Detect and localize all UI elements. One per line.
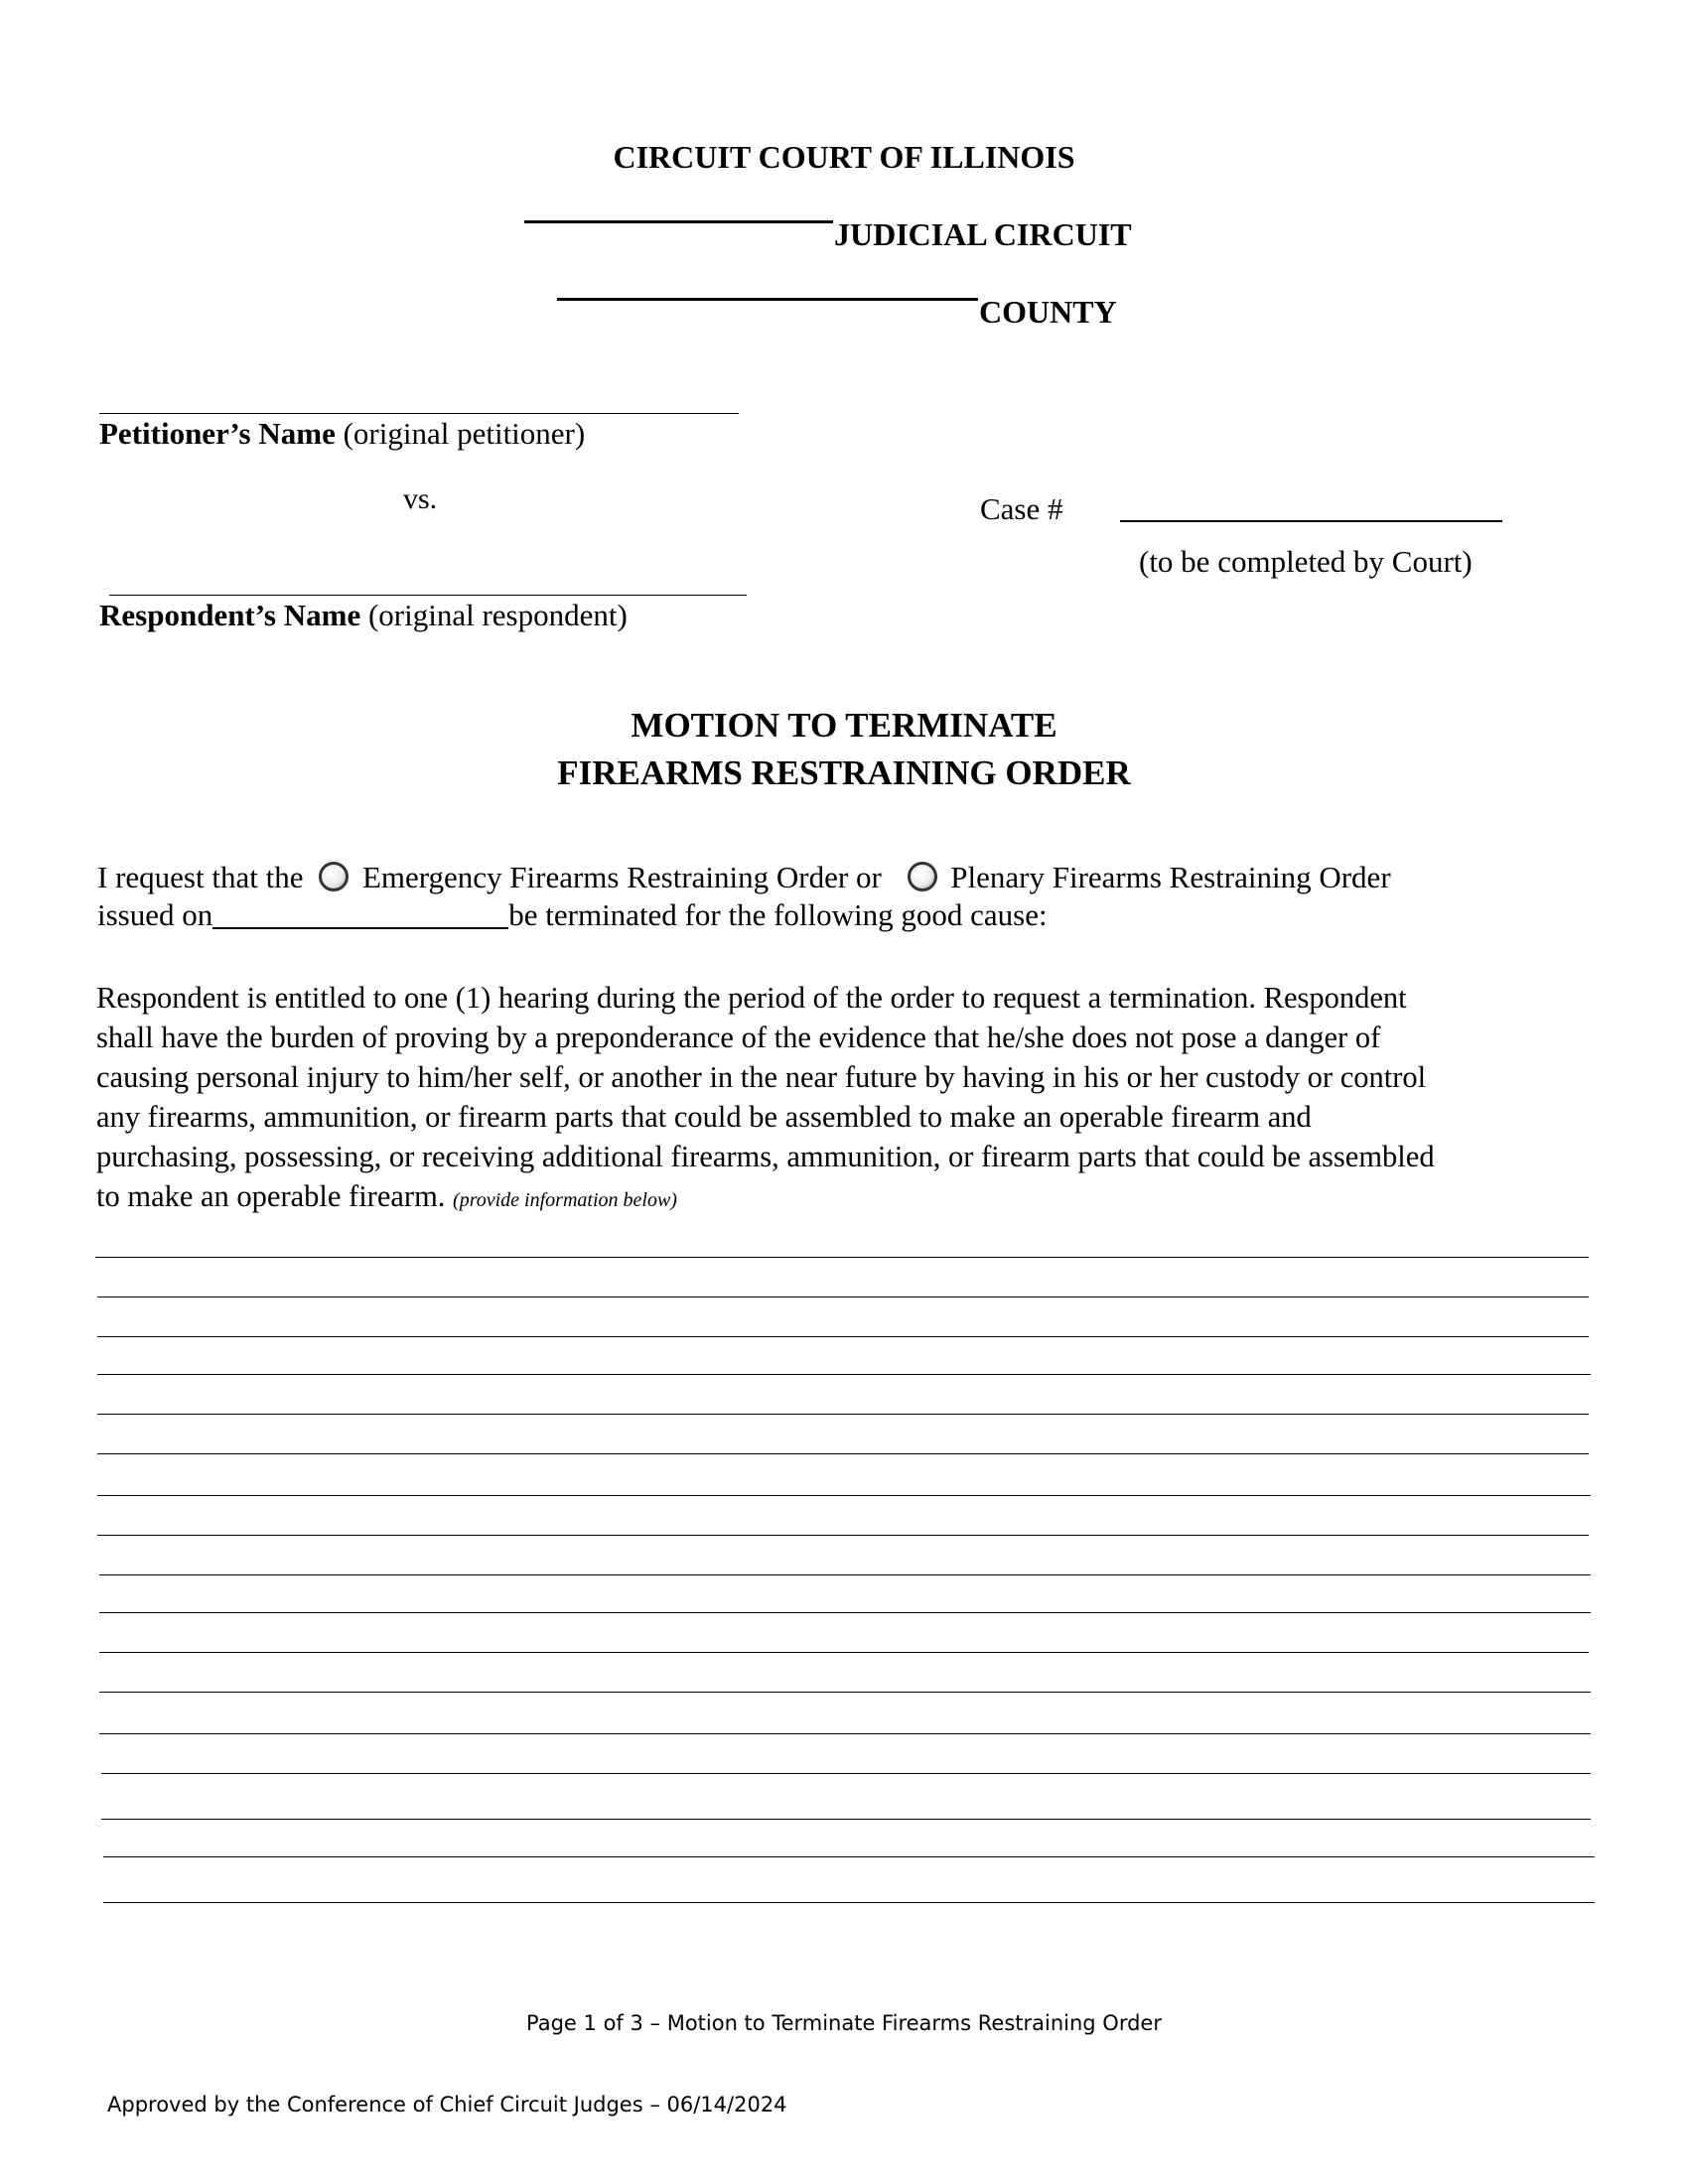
petitioner-label-bold: Petitioner’s Name	[99, 416, 336, 451]
issued-on-date-blank[interactable]	[212, 899, 508, 929]
petitioner-name-line[interactable]	[99, 413, 739, 414]
answer-line[interactable]	[99, 1574, 1591, 1575]
county-label: COUNTY	[979, 294, 1117, 330]
answer-line[interactable]	[101, 1773, 1591, 1774]
answer-line[interactable]	[97, 1374, 1591, 1375]
request-line1	[97, 860, 1391, 895]
answer-line[interactable]	[99, 1652, 1589, 1653]
judicial-circuit-label: JUDICIAL CIRCUIT	[834, 216, 1132, 252]
request-suffix: be terminated for the following good cause:	[508, 897, 1048, 932]
paragraph-line: Respondent is entitled to one (1) hearing during the period of the order to request a termination. Respondent	[96, 981, 1407, 1015]
emergency-order-label: Emergency Firearms Restraining Order or	[361, 860, 882, 894]
petitioner-label-note: (original petitioner)	[343, 416, 586, 451]
case-number-label: Case #	[980, 491, 1063, 526]
answer-line[interactable]	[101, 1819, 1591, 1820]
respondent-label	[99, 598, 628, 633]
answer-line[interactable]	[97, 1414, 1589, 1415]
document-title-line2: FIREARMS RESTRAINING ORDER	[557, 753, 1131, 792]
respondent-label-bold: Respondent’s Name	[99, 598, 361, 632]
document-title-line1: MOTION TO TERMINATE	[631, 706, 1057, 745]
paragraph-line: shall have the burden of proving by a preponderance of the evidence that he/she does not pose a danger of	[96, 1021, 1381, 1054]
judicial-circuit-blank[interactable]	[524, 220, 833, 223]
paragraph-line: causing personal injury to him/her self, or another in the near future by having in his or her custody or control	[96, 1060, 1427, 1094]
petitioner-label	[99, 416, 585, 452]
answer-line[interactable]	[103, 1856, 1595, 1857]
burden-paragraph	[96, 978, 1586, 1220]
versus-label: vs.	[403, 482, 438, 515]
court-name: CIRCUIT COURT OF ILLINOIS	[613, 139, 1075, 175]
case-number-line[interactable]	[1120, 520, 1502, 522]
answer-line[interactable]	[103, 1902, 1595, 1903]
respondent-label-note: (original respondent)	[367, 598, 628, 632]
case-number-note: (to be completed by Court)	[1139, 544, 1473, 579]
respondent-name-line[interactable]	[109, 595, 747, 596]
answer-line[interactable]	[99, 1692, 1591, 1693]
plenary-order-label: Plenary Firearms Restraining Order	[950, 860, 1391, 894]
answer-line[interactable]	[97, 1535, 1589, 1536]
approval-footer: Approved by the Conference of Chief Circuit Judges – 06/14/2024	[107, 2093, 787, 2116]
answer-line[interactable]	[97, 1495, 1591, 1496]
answer-line[interactable]	[97, 1336, 1589, 1337]
paragraph-line: to make an operable firearm.	[96, 1179, 446, 1213]
request-line2	[97, 897, 1048, 933]
plenary-order-radio[interactable]	[908, 862, 937, 891]
answer-line[interactable]	[95, 1257, 1589, 1258]
answer-line[interactable]	[99, 1733, 1591, 1734]
issued-on-label: issued on	[97, 897, 213, 932]
answer-line[interactable]	[97, 1453, 1589, 1454]
emergency-order-radio[interactable]	[319, 862, 349, 891]
provide-info-note: (provide information below)	[453, 1189, 677, 1211]
request-prefix: I request that the	[97, 860, 304, 894]
page-footer: Page 1 of 3 – Motion to Terminate Firearms Restraining Order	[526, 2011, 1162, 2035]
answer-line[interactable]	[99, 1612, 1591, 1613]
paragraph-line: any firearms, ammunition, or firearm parts that could be assembled to make an operable firearm and	[96, 1100, 1312, 1134]
paragraph-line: purchasing, possessing, or receiving additional firearms, ammunition, or firearm parts that could be assembled	[96, 1140, 1435, 1173]
county-blank[interactable]	[557, 298, 978, 301]
paragraph-line-last	[96, 1176, 1586, 1220]
